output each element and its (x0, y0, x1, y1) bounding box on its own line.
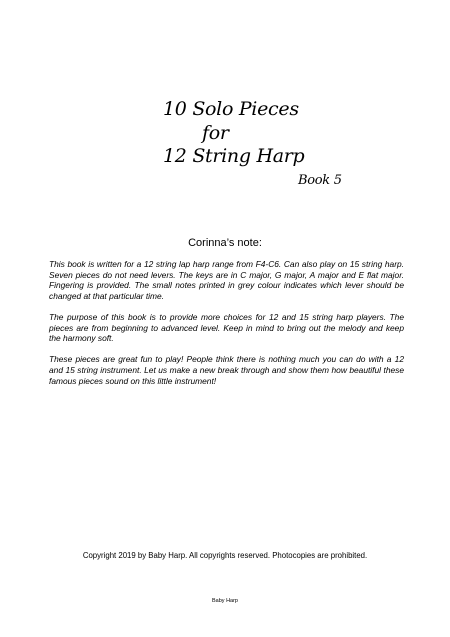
copyright-notice: Copyright 2019 by Baby Harp. All copyrights reserved. Photocopies are prohibited. (82, 551, 368, 560)
title-line-1: 10 Solo Pieces (163, 98, 299, 120)
book-number: Book 5 (298, 173, 342, 188)
note-heading: Corinna’s note: (188, 237, 262, 249)
notes-paragraph-3: These pieces are great fun to play! People think there is nothing much you can do with a 12 and 15 string instrument. Let us make a new break through and show them how beautiful these famous pieces sound on this little instrument! (49, 354, 404, 386)
page-footer: Baby Harp (212, 598, 238, 604)
title-line-3: 12 String Harp (163, 145, 305, 167)
title-line-2: for (202, 122, 229, 144)
notes-paragraph-2: The purpose of this book is to provide more choices for 12 and 15 string harp players. The pieces are from beginning to advanced level. Keep in mind to bring out the melody and keep the harmony soft. (49, 311, 404, 344)
title-block (0, 0, 450, 200)
notes-body (49, 259, 404, 397)
notes-paragraph-1: This book is written for a 12 string lap harp range from F4-C6. Can also play on 15 string harp. Seven pieces do not need levers. The keys are in C major, G major, A major and E flat major. Fingering is provided. The small notes printed in grey colour indicates which lever should be changed at that particular time. (49, 259, 404, 301)
